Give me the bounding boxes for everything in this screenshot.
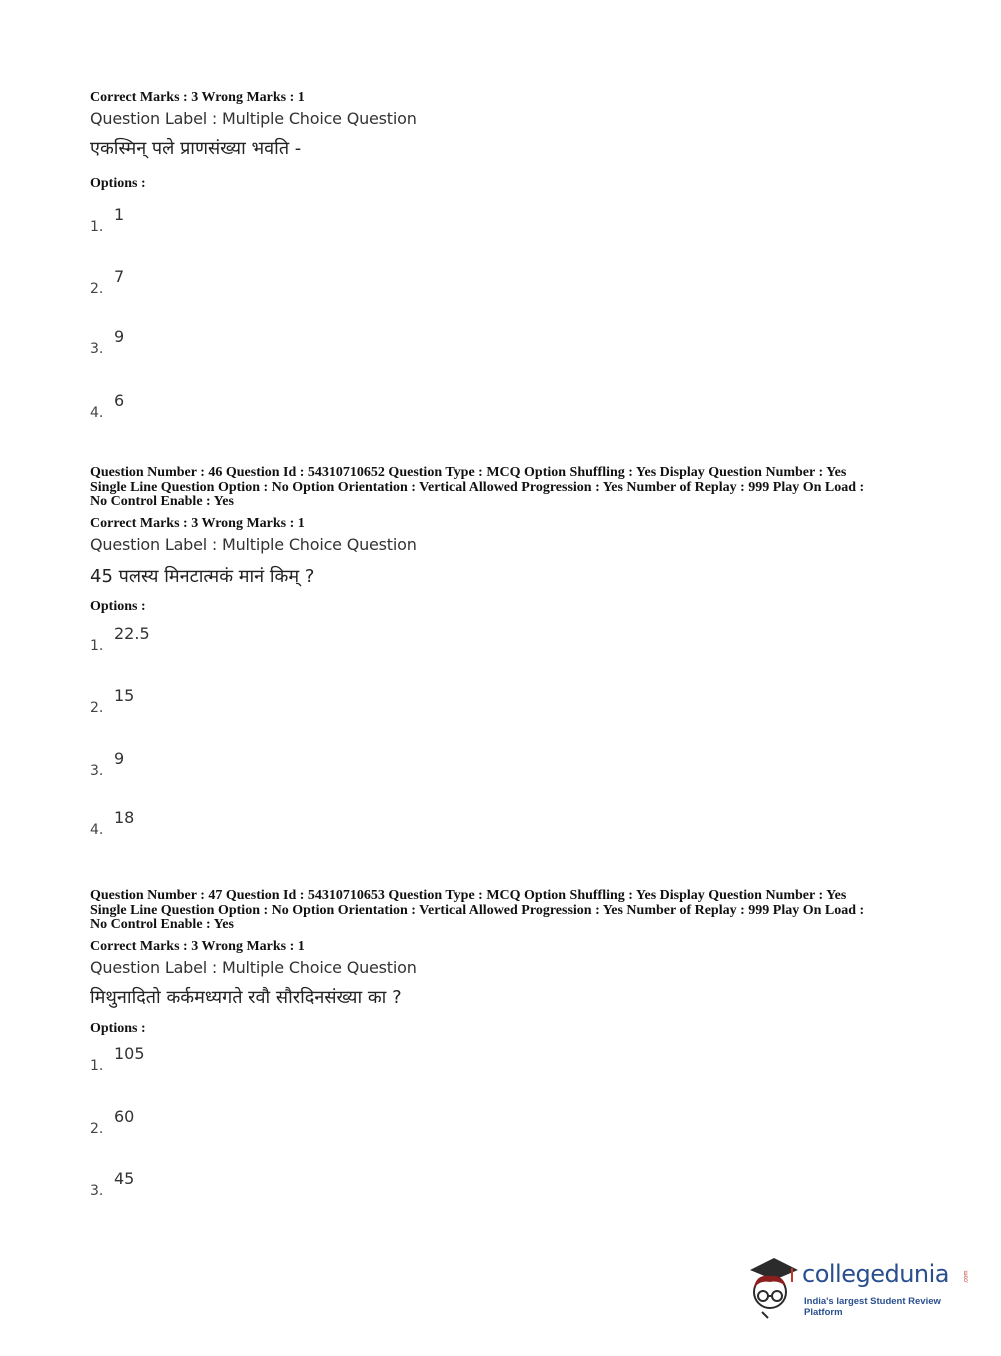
option-item[interactable] (90, 1107, 290, 1147)
question-1-marks: Correct Marks : 3 Wrong Marks : 1 (90, 90, 305, 105)
question-46-options-heading: Options : (90, 599, 146, 614)
question-47-marks: Correct Marks : 3 Wrong Marks : 1 (90, 938, 305, 954)
question-46-label: Question Label : Multiple Choice Question (90, 534, 417, 554)
question-47-block (90, 889, 920, 1011)
option-value: 45 (114, 1169, 135, 1188)
option-item[interactable] (90, 686, 290, 726)
question-47-text: मिथुनादितो कर्कमध्यगते रवौ सौरदिनसंख्या का ? (90, 986, 402, 1008)
brand-suffix: .com (963, 1270, 970, 1284)
option-value: 9 (114, 327, 125, 346)
question-46-block (90, 466, 920, 590)
question-1-label: Question Label : Multiple Choice Question (90, 109, 417, 128)
question-46-text: 45 पलस्य मिनटात्मकं मानं किम् ? (90, 565, 315, 587)
option-number: 2. (90, 700, 104, 716)
question-47-meta-line-3: No Control Enable : Yes (90, 917, 234, 932)
question-47-label: Question Label : Multiple Choice Question (90, 957, 417, 977)
option-value: 60 (114, 1107, 135, 1126)
option-item[interactable] (90, 391, 290, 431)
option-item[interactable] (90, 205, 290, 245)
question-46-meta-line-3: No Control Enable : Yes (90, 494, 234, 509)
option-number: 4. (90, 822, 104, 838)
question-46-meta-line-2: Single Line Question Option : No Option Orientation : Vertical Allowed Progression : Yes Number of Replay : 999 Play On Load : (90, 479, 865, 495)
option-value: 7 (114, 267, 125, 286)
option-number: 2. (90, 281, 104, 297)
brand-name: collegedunia (802, 1260, 950, 1288)
option-number: 2. (90, 1121, 104, 1137)
option-number: 1. (90, 1058, 104, 1074)
brand-tagline: India's largest Student Review Platform (804, 1296, 941, 1318)
mascot-icon (742, 1252, 802, 1322)
question-47-meta-line-1: Question Number : 47 Question Id : 54310710653 Question Type : MCQ Option Shuffling : Yes Display Question Number : Yes (90, 888, 847, 903)
option-value: 105 (114, 1044, 145, 1063)
option-value: 18 (114, 808, 135, 827)
option-item[interactable] (90, 267, 290, 307)
option-number: 4. (90, 405, 104, 421)
question-47-options-heading: Options : (90, 1021, 146, 1036)
option-value: 15 (114, 686, 135, 705)
option-number: 3. (90, 341, 104, 357)
option-value: 9 (114, 749, 125, 768)
question-46-meta-line-1: Question Number : 46 Question Id : 54310710652 Question Type : MCQ Option Shuffling : Yes Display Question Number : Yes (90, 465, 847, 480)
option-item[interactable] (90, 808, 290, 848)
option-value: 22.5 (114, 624, 150, 643)
option-number: 3. (90, 763, 104, 779)
question-1-text: एकस्मिन् पले प्राणसंख्या भवति - (90, 138, 302, 159)
option-item[interactable] (90, 1044, 290, 1084)
option-number: 3. (90, 1183, 104, 1199)
collegedunia-logo (742, 1252, 972, 1322)
question-1-options-heading: Options : (90, 176, 146, 191)
question-1-block (90, 90, 920, 162)
option-item[interactable] (90, 749, 290, 789)
option-value: 1 (114, 205, 125, 224)
option-number: 1. (90, 638, 104, 654)
option-number: 1. (90, 219, 104, 235)
option-item[interactable] (90, 327, 290, 367)
question-46-marks: Correct Marks : 3 Wrong Marks : 1 (90, 515, 305, 531)
question-47-meta-line-2: Single Line Question Option : No Option Orientation : Vertical Allowed Progression : Yes Number of Replay : 999 Play On Load : (90, 902, 865, 918)
option-item[interactable] (90, 624, 290, 664)
option-item[interactable] (90, 1169, 290, 1209)
option-value: 6 (114, 391, 125, 410)
